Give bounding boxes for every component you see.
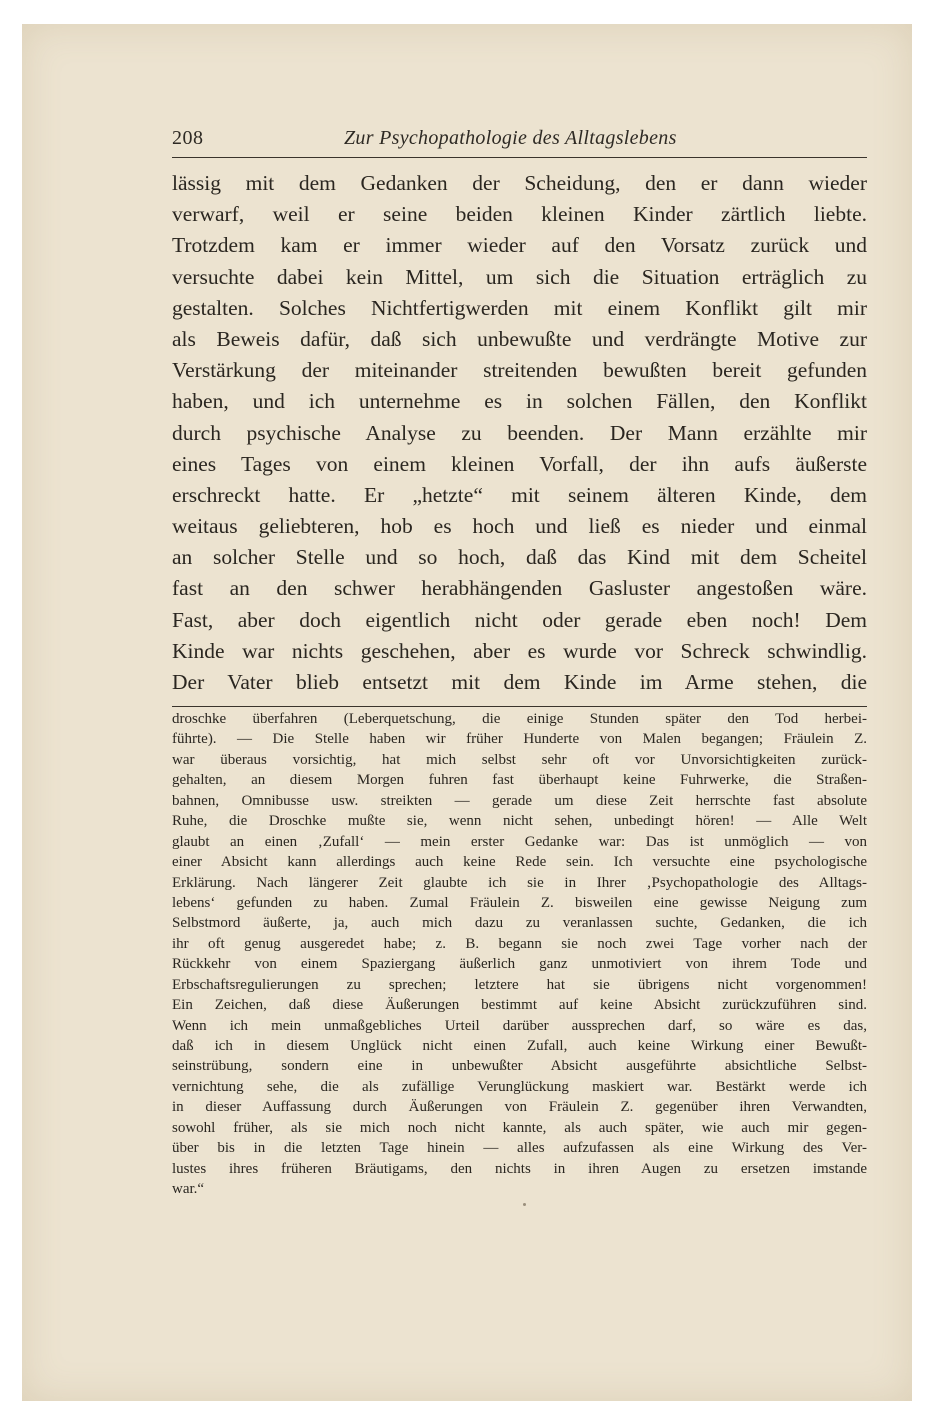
body-line: Der Vater blieb entsetzt mit dem Kinde im Arme stehen, die [172,670,867,694]
footnote-line: bahnen, Omnibusse usw. streikten — gerade um diese Zeit herrschte fast absolute [172,792,867,809]
footnote-line: Ein Zeichen, daß diese Äußerungen bestimmt auf keine Absicht zurückzuführen sind. [172,997,867,1014]
body-line: weitaus geliebteren, hob es hoch und ließ es nieder und einmal [172,514,867,539]
footnote [172,709,867,1200]
body-line: fast an den schwer herabhängenden Gasluster angestoßen wäre. [172,576,867,601]
body-text [172,168,867,698]
body-line: gestalten. Solches Nichtfertigwerden mit einem Konflikt gilt mir [172,295,867,320]
body-line: durch psychische Analyse zu beenden. Der Mann erzählte mir [172,420,867,445]
header-rule [172,157,867,158]
body-line: Kinde war nichts geschehen, aber es wurde vor Schreck schwindlig. [172,638,867,663]
running-title: Zur Psychopathologie des Alltagslebens [344,127,677,149]
body-line: als Beweis dafür, daß sich unbewußte und verdrängte Motive zur [172,326,867,351]
footnote-line: daß ich in diesem Unglück nicht einen Zufall, auch keine Wirkung einer Bewußt- [172,1038,867,1054]
body-line: verwarf, weil er seine beiden kleinen Kinder zärtlich liebte. [172,202,867,227]
page-header [172,124,867,158]
body-line: Fast, aber doch eigentlich nicht oder gerade eben noch! Dem [172,607,867,632]
footnote-line: über bis in die letzten Tage hinein — alles aufzufassen als eine Wirkung des Ver- [172,1140,867,1157]
footnote-line: seinstrübung, sondern eine in unbewußter Absicht ausgeführte absichtliche Selbst- [172,1058,867,1075]
footnote-line: sowohl früher, als sie mich noch nicht kannte, als auch später, wie auch mir gegen- [172,1119,867,1136]
footnote-line: Erbschaftsregulierungen zu sprechen; letztere hat sie übrigens nicht vorgenommen! [172,976,867,993]
body-line: Verstärkung der miteinander streitenden bewußten bereit gefunden [172,358,867,383]
body-line: eines Tages von einem kleinen Vorfall, der ihn aufs äußerste [172,451,867,476]
footnote-line: Rückkehr von einem Spaziergang äußerlich ganz unmotiviert von ihrem Tode und [172,956,867,973]
paper-speck [523,1203,526,1206]
footnote-line: gehalten, an diesem Morgen fuhren fast überhaupt keine Fuhrwerke, die Straßen- [172,772,867,789]
footnote-rule [172,706,867,707]
page-number: 208 [172,127,204,149]
footnote-line: droschke überfahren (Leberquetschung, die einige Stunden später den Tod herbei- [172,711,867,727]
footnote-line: Selbstmord äußerte, ja, auch mich dazu zu veranlassen suchte, Gedanken, die ich [172,915,867,932]
footnote-line: führte). — Die Stelle haben wir früher Hunderte von Malen begangen; Fräulein Z. [172,731,867,748]
body-line: erschreckt hatte. Er „hetzte“ mit seinem älteren Kinde, dem [172,482,867,507]
body-line: an solcher Stelle und so hoch, daß das Kind mit dem Scheitel [172,545,867,570]
footnote-line: lustes ihres früheren Bräutigams, den nichts in ihren Augen zu ersetzen imstande [172,1160,867,1177]
footnote-line: in dieser Auffassung durch Äußerungen von Fräulein Z. gegenüber ihren Verwandten, [172,1099,867,1116]
footnote-line: ihr oft genug ausgeredet habe; z. B. begann sie noch zwei Tage vorher nach der [172,935,867,952]
footnote-line: vernichtung sehe, die als zufällige Verunglückung maskiert war. Bestärkt werde ich [172,1078,867,1095]
footnote-line: glaubt an einen ‚Zufall‘ — mein erster Gedanke war: Das ist unmöglich — von [172,833,867,850]
footnote-line: war überaus vorsichtig, hat mich selbst sehr oft vor Unvorsichtigkeiten zurück- [172,751,867,768]
footnote-line: Wenn ich mein unmaßgebliches Urteil darüber aussprechen darf, so wäre es das, [172,1017,867,1034]
body-line: haben, und ich unternehme es in solchen Fällen, den Konflikt [172,389,867,414]
body-line: lässig mit dem Gedanken der Scheidung, den er dann wieder [172,171,867,195]
footnote-line: einer Absicht kann allerdings auch keine Rede sein. Ich versuchte eine psychologische [172,854,867,871]
footnote-line: Erklärung. Nach längerer Zeit glaubte ich sie in Ihrer ‚Psychopathologie des Alltags- [172,874,867,891]
body-line: Trotzdem kam er immer wieder auf den Vorsatz zurück und [172,233,867,258]
footnote-line: Ruhe, die Droschke mußte sie, wenn nicht sehen, unbedingt hören! — Alle Welt [172,813,867,830]
body-line: versuchte dabei kein Mittel, um sich die Situation erträglich zu [172,264,867,289]
footnote-line: lebens‘ gefunden zu haben. Zumal Fräulein Z. bisweilen eine gewisse Neigung zum [172,894,867,911]
footnote-line: war.“ [172,1181,205,1198]
